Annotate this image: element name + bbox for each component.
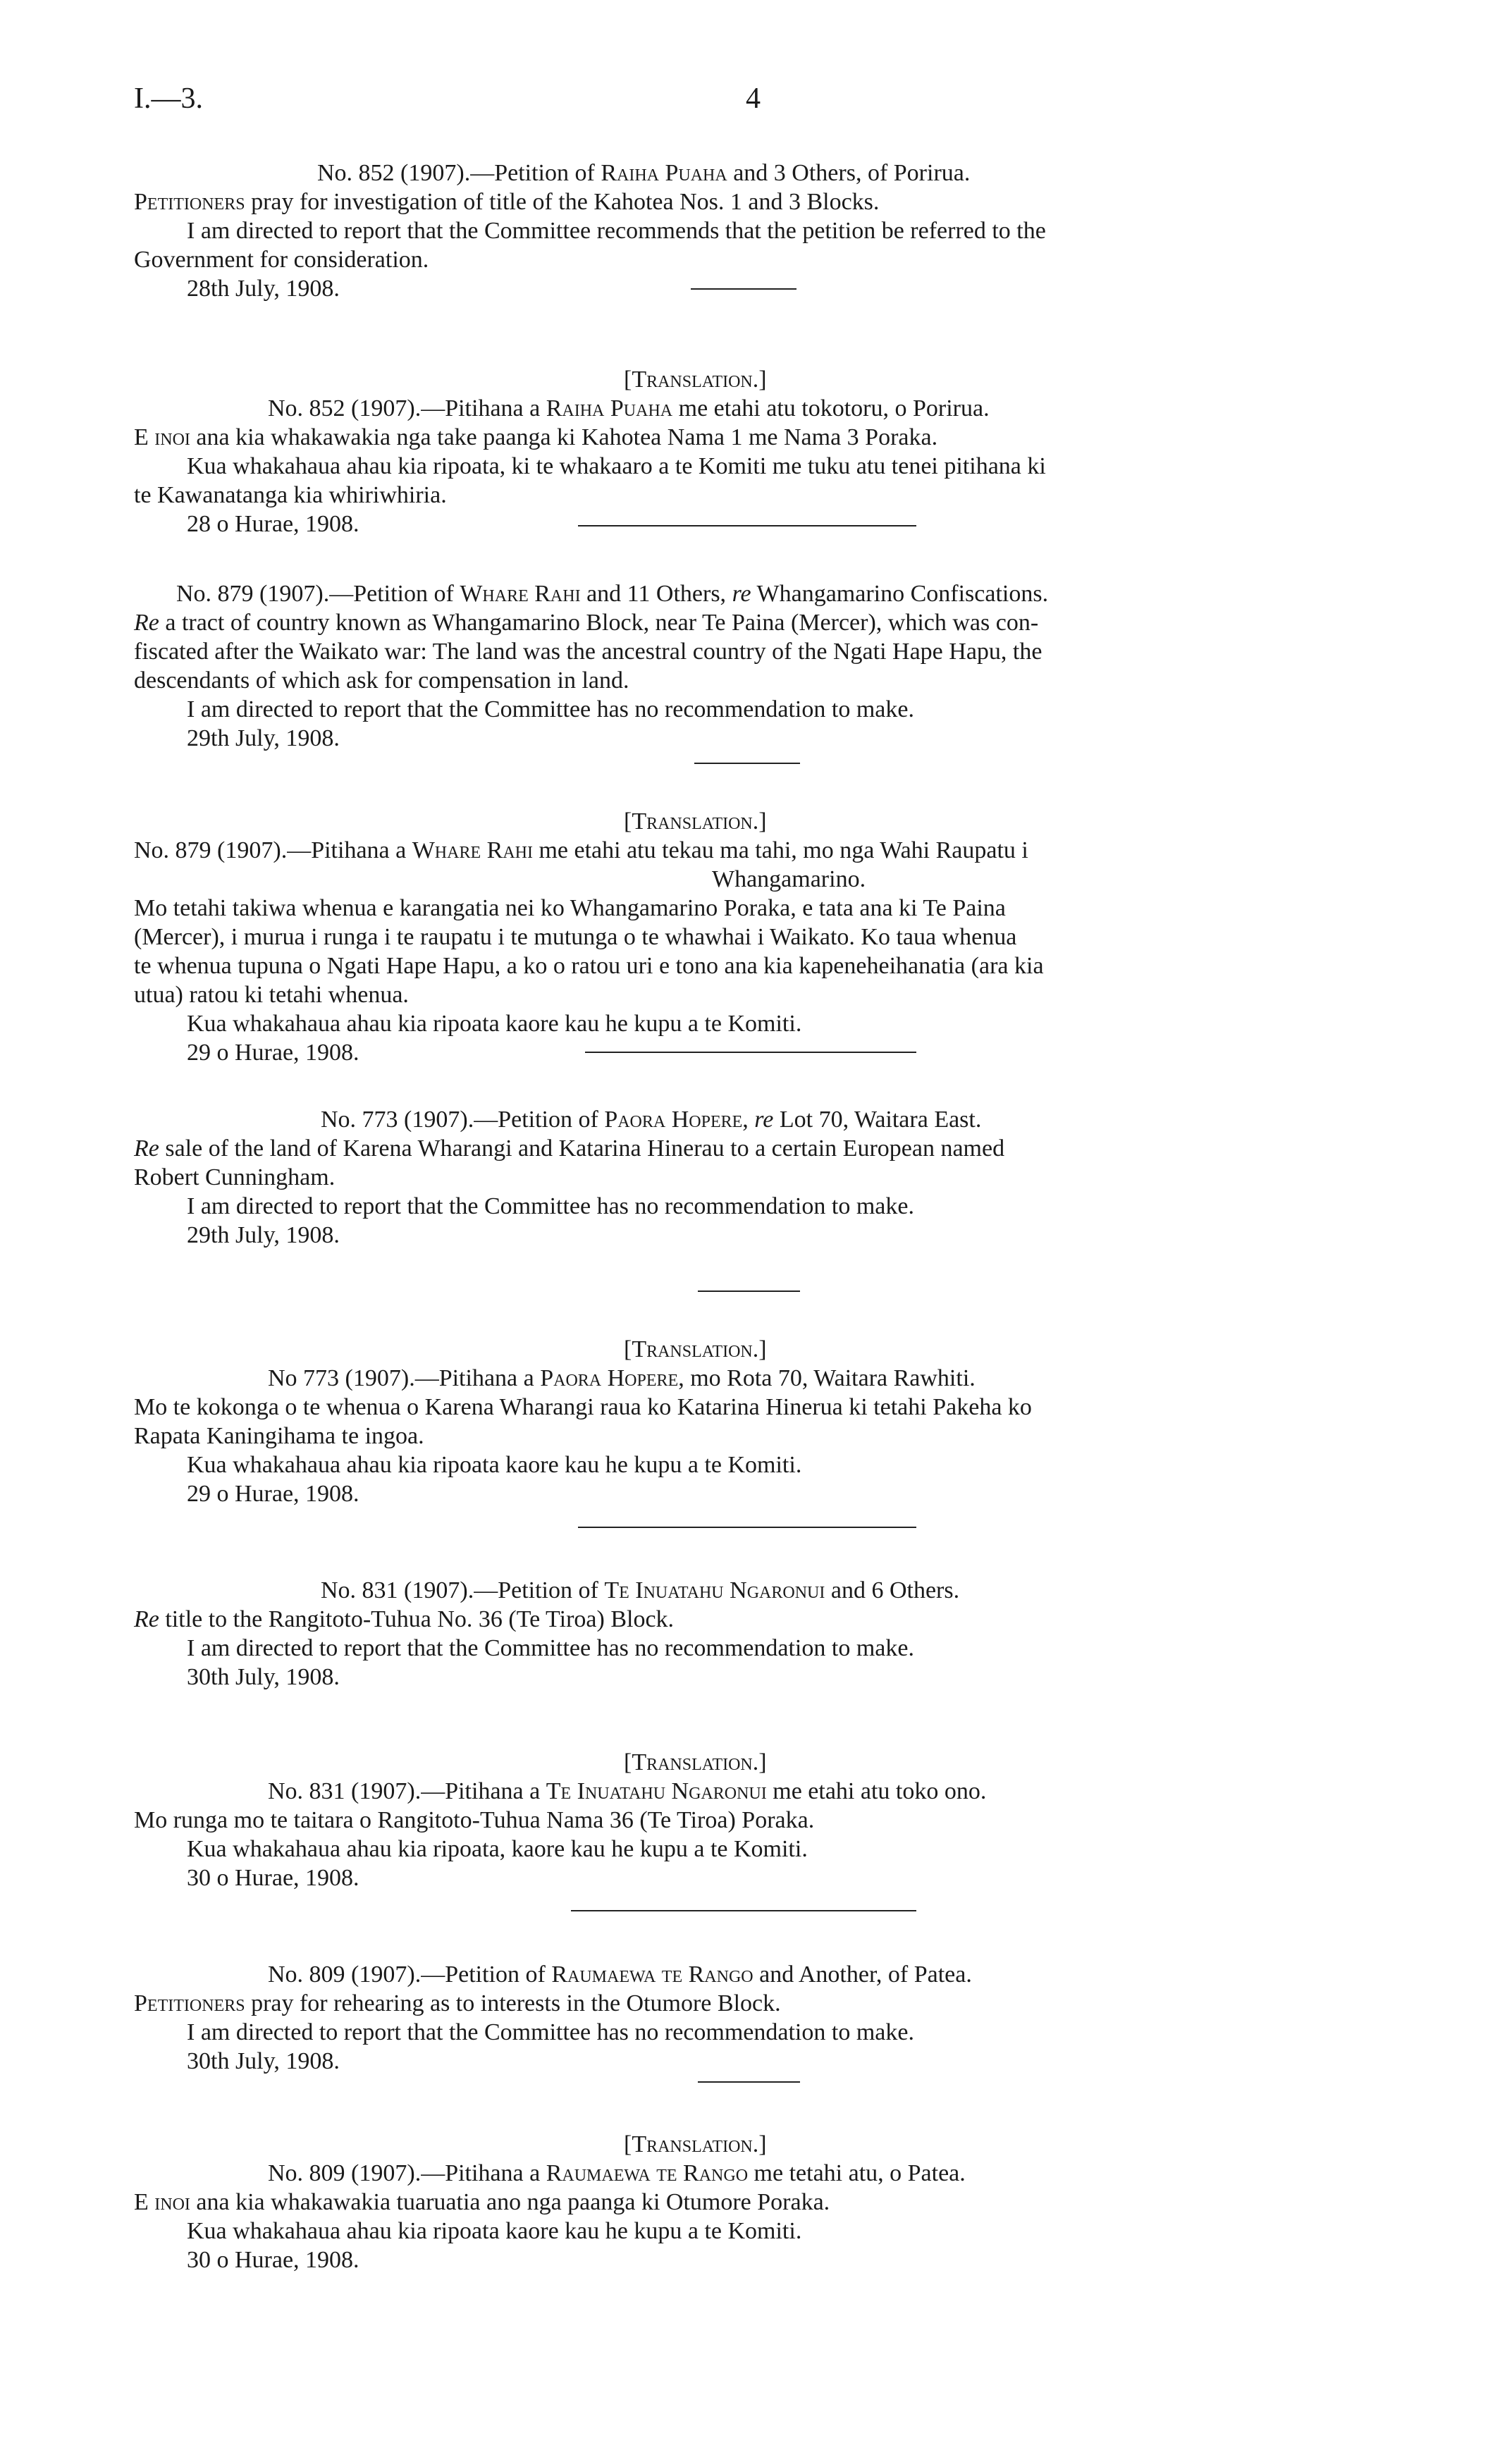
translation-heading: No. 852 (1907).—Pitihana a Raiha Puaha me etahi atu tokotoru, o Porirua. [268,395,990,421]
translation-body-line: Rapata Kaningihama te ingoa. [134,1423,424,1449]
report-date: 29th July, 1908. [187,1222,340,1248]
translation-heading-cont: Whangamarino. [712,866,866,892]
report-date: 28th July, 1908. [187,276,340,302]
translation-report: Kua whakahaua ahau kia ripoata kaore kau he kupu a te Komiti. [187,1452,802,1478]
translation-date: 30 o Hurae, 1908. [187,1865,359,1891]
translation-date: 29 o Hurae, 1908. [187,1040,359,1066]
translation-heading: No. 879 (1907).—Pitihana a Whare Rahi me etahi atu tekau ma tahi, mo nga Wahi Raupatu i [134,837,1028,863]
translation-date: 28 o Hurae, 1908. [187,511,359,537]
translation-report: Kua whakahaua ahau kia ripoata kaore kau he kupu a te Komiti. [187,1011,802,1037]
petition-heading: No. 773 (1907).—Petition of Paora Hopere, re Lot 70, Waitara East. [321,1107,982,1133]
translation-label: [Translation.] [624,1749,767,1775]
page-number: 4 [746,82,761,115]
short-divider [698,2081,800,2083]
section-divider [585,1052,916,1053]
translation-body-line: te whenua tupuna o Ngati Hape Hapu, a ko o ratou uri e tono ana kia kapeneheihanatia (ara kia [134,953,1044,979]
translation-prayer: E inoi ana kia whakawakia nga take paanga ki Kahotea Nama 1 me Nama 3 Poraka. [134,424,938,450]
committee-report: I am directed to report that the Committee has no recommendation to make. [187,1193,914,1219]
translation-report-cont: te Kawanatanga kia whiriwhiria. [134,482,447,508]
translation-heading: No 773 (1907).—Pitihana a Paora Hopere, mo Rota 70, Waitara Rawhiti. [268,1365,976,1391]
petition-prayer: Petitioners pray for rehearing as to interests in the Otumore Block. [134,1990,781,2016]
report-date: 30th July, 1908. [187,2048,340,2074]
translation-label: [Translation.] [624,2131,767,2157]
translation-label: [Translation.] [624,366,767,393]
translation-body-line: (Mercer), i murua i runga i te raupatu i te mutunga o te whawhai i Waikato. Ko taua whenua [134,924,1017,950]
petition-heading: No. 879 (1907).—Petition of Whare Rahi and 11 Others, re Whangamarino Confiscations. [176,581,1049,607]
petition-body-line: Re sale of the land of Karena Wharangi and Katarina Hinerau to a certain European named [134,1135,1005,1162]
petition-body-line: descendants of which ask for compensation in land. [134,667,629,694]
document-series: I.—3. [134,82,203,115]
translation-label: [Translation.] [624,808,767,834]
petition-body-line: Re a tract of country known as Whangamarino Block, near Te Paina (Mercer), which was con- [134,610,1039,636]
translation-body-line: Mo runga mo te taitara o Rangitoto-Tuhua Nama 36 (Te Tiroa) Poraka. [134,1807,815,1833]
section-divider [578,525,916,526]
translation-date: 30 o Hurae, 1908. [187,2247,359,2273]
petition-body-line: Robert Cunningham. [134,1164,336,1190]
translation-heading: No. 831 (1907).—Pitihana a Te Inuatahu Ngaronui me etahi atu toko ono. [268,1778,987,1804]
petition-body-line: fiscated after the Waikato war: The land was the ancestral country of the Ngati Hape Hapu, the [134,639,1042,665]
report-date: 29th July, 1908. [187,725,340,751]
translation-body-line: utua) ratou ki tetahi whenua. [134,982,409,1008]
translation-report: Kua whakahaua ahau kia ripoata, ki te whakaaro a te Komiti me tuku atu tenei pitihana ki [187,453,1046,479]
section-divider [571,1910,916,1911]
short-divider [691,288,796,290]
report-date: 30th July, 1908. [187,1664,340,1690]
committee-report: I am directed to report that the Committee recommends that the petition be referred to the [187,218,1046,244]
translation-body-line: Mo te kokonga o te whenua o Karena Wharangi raua ko Katarina Hinerua ki tetahi Pakeha ko [134,1394,1032,1420]
translation-label: [Translation.] [624,1336,767,1362]
short-divider [694,763,800,764]
committee-report: I am directed to report that the Committee has no recommendation to make. [187,1635,914,1661]
petition-heading: No. 809 (1907).—Petition of Raumaewa te Rango and Another, of Patea. [268,1961,972,1988]
petition-heading: No. 852 (1907).—Petition of Raiha Puaha and 3 Others, of Porirua. [317,160,971,186]
committee-report: I am directed to report that the Committee has no recommendation to make. [187,2019,914,2045]
petition-heading: No. 831 (1907).—Petition of Te Inuatahu Ngaronui and 6 Others. [321,1577,960,1603]
translation-report: Kua whakahaua ahau kia ripoata kaore kau he kupu a te Komiti. [187,2218,802,2244]
translation-heading: No. 809 (1907).—Pitihana a Raumaewa te Rango me tetahi atu, o Patea. [268,2160,966,2186]
committee-report: I am directed to report that the Committee has no recommendation to make. [187,696,914,722]
petition-body-line: Re title to the Rangitoto-Tuhua No. 36 (Te Tiroa) Block. [134,1606,675,1632]
translation-report: Kua whakahaua ahau kia ripoata, kaore kau he kupu a te Komiti. [187,1836,808,1862]
translation-date: 29 o Hurae, 1908. [187,1481,359,1507]
short-divider [698,1290,800,1292]
translation-prayer: E inoi ana kia whakawakia tuaruatia ano nga paanga ki Otumore Poraka. [134,2189,830,2215]
section-divider [578,1527,916,1528]
petition-prayer: Petitioners pray for investigation of title of the Kahotea Nos. 1 and 3 Blocks. [134,189,880,215]
translation-body-line: Mo tetahi takiwa whenua e karangatia nei ko Whangamarino Poraka, e tata ana ki Te Paina [134,895,1006,921]
committee-report-cont: Government for consideration. [134,247,429,273]
